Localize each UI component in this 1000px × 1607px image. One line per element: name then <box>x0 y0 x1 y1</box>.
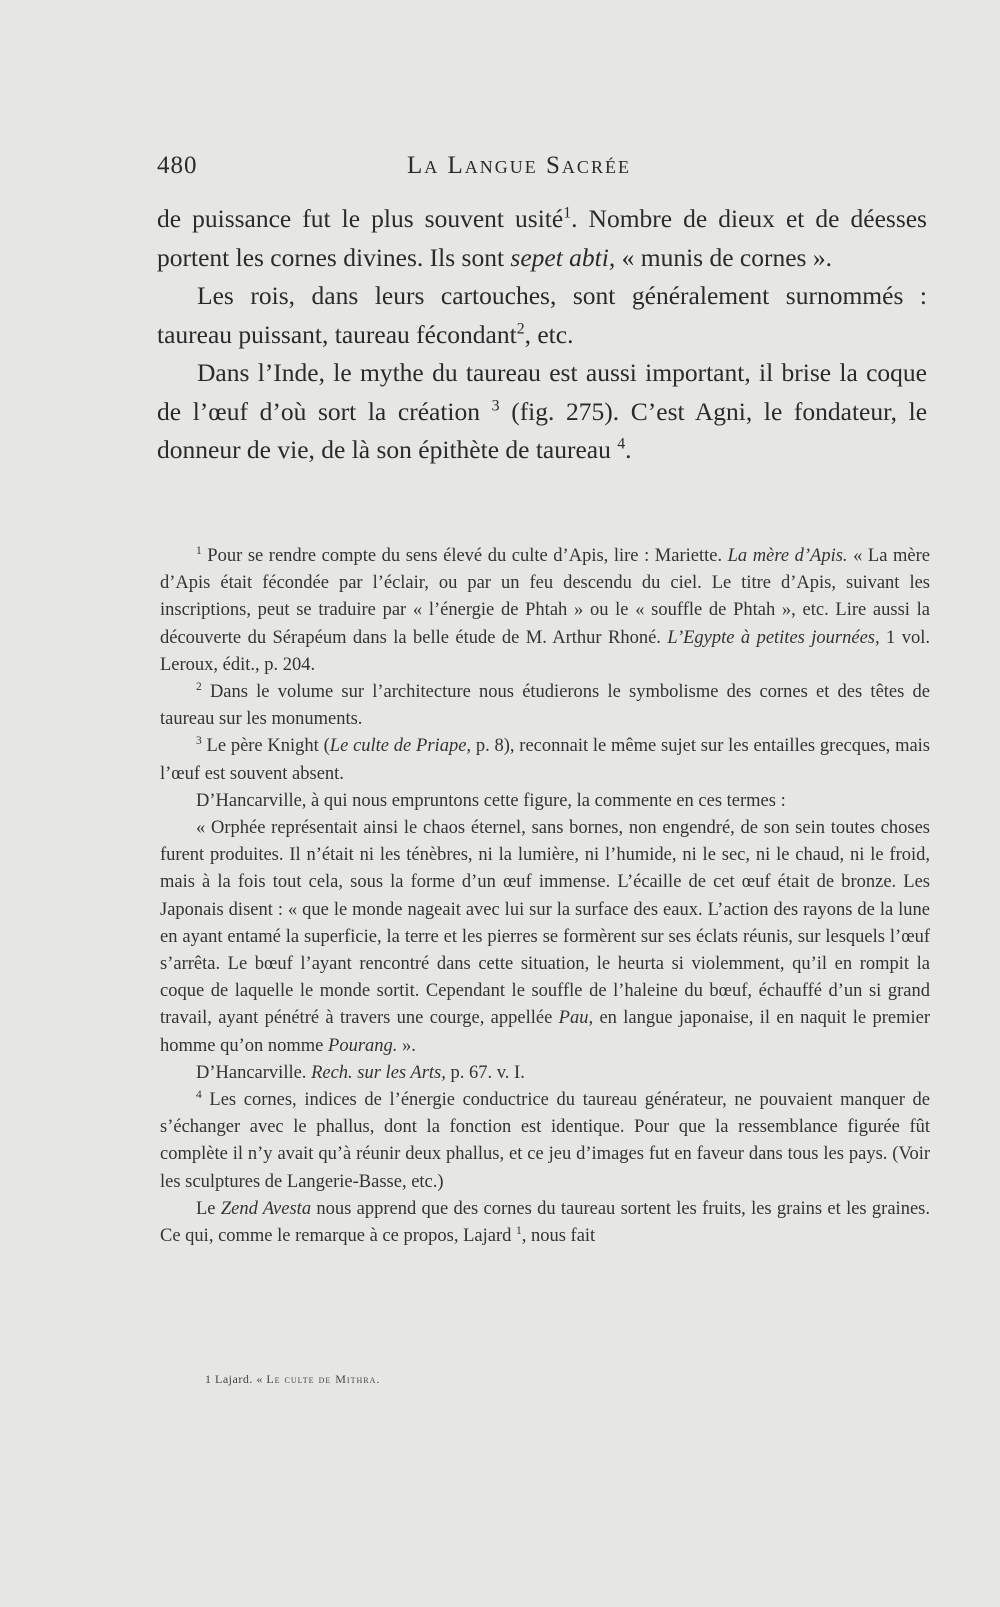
sub-footnote: 1 Lajard. « Le culte de Mithra. <box>205 1372 381 1386</box>
footnote-3-paragraph: D’Hancarville, à qui nous empruntons cette figure, la commente en ces termes : <box>196 790 786 811</box>
footnote-4: $^4$ Les cornes, indices de l’énergie conductrice du taureau générateur, ne pouvaient manquer de s’échanger avec le phallus, dont la fonction est identique. Pour que la ressemblance figurée fût complète il n’y avait qu’à réunir deux phallus, et ce jeu d’images fut en faveur dans tous les pays. (Voir les sculptures de Langerie-Basse, etc.) <box>160 1088 930 1192</box>
footnote-3-quote: « Orphée représentait ainsi le chaos éternel, sans bornes, non engendré, de son sein toutes choses furent produites. Il n’était ni les ténèbres, ni la lumière, ni l’humide, ni le sec, ni le chaud, ni le froid, mais à la fois tout cela, sous la forme d’un œuf immense. L’écaille de cet œuf était de bronze. Les Japonais disent : « que le monde nageait avec lui sur la surface des eaux. L’action des rayons de la lune en ayant entamé la superficie, la terre et les pierres se formèrent sur ses éclats réunis, sur lesquels l’œuf s’arrêta. Le bœuf l’ayant rencontré dans cette situation, le heurta si violemment, qu’il en rompit la coque de laquelle le monde sortit. Cependant le souffle de l’haleine du bœuf, échauffé d’un si grand travail, ayant pénétré à travers une courge, appellée Pau, en langue japonaise, il en naquit le premier homme qu’on nomme Pourang. ». <box>160 818 930 1056</box>
running-title: La Langue Sacrée <box>407 152 631 179</box>
footnotes <box>160 543 930 1250</box>
footnote-4-paragraph: Le Zend Avesta nous apprend que des cornes du taureau sortent les fruits, les grains et les graines. Ce qui, comme le remarque à ce propos, Lajard $^1$, nous fait <box>160 1198 930 1247</box>
footnote-1: $^1$ Pour se rendre compte du sens élevé du culte d’Apis, lire : Mariette. La mère d’Apis. « La mère d’Apis était fécondée par l’éclair, ou par un feu descendu du ciel. Le titre d’Apis, suivant les inscriptions, peut se traduire par « l’énergie de Phtah » ou le « souffle de Phtah », etc. Lire aussi la découverte du Sérapéum dans la belle étude de M. Arthur Rhoné. L’Egypte à petites journées, 1 vol. Leroux, édit., p. 204. <box>160 544 930 675</box>
paragraph: Les rois, dans leurs cartouches, sont généralement surnommés : taureau puissant, taureau fécondant$^2$, etc. <box>157 281 927 349</box>
page-header <box>157 152 927 192</box>
footnote-3: $^3$ Le père Knight (Le culte de Priape, p. 8), reconnait le même sujet sur les entailles grecques, mais l’œuf est souvent absent. <box>160 735 931 784</box>
footnote-3-reference: D’Hancarville. Rech. sur les Arts, p. 67. v. I. <box>196 1062 525 1083</box>
main-text <box>157 200 927 470</box>
page-number: 480 <box>157 152 198 179</box>
paragraph: Dans l’Inde, le mythe du taureau est aussi important, il brise la coque de l’œuf d’où sort la création $^3$ (fig. 275). C’est Agni, le fondateur, le donneur de vie, de là son épithète de taureau $^4$. <box>157 358 928 464</box>
paragraph: de puissance fut le plus souvent usité$^1$. Nombre de dieux et de déesses portent les cornes divines. Ils sont sepet abti, « munis de cornes ». <box>157 204 927 272</box>
footnote-2: $^2$ Dans le volume sur l’architecture nous étudierons le symbolisme des cornes et des têtes de taureau sur les monuments. <box>160 680 930 730</box>
